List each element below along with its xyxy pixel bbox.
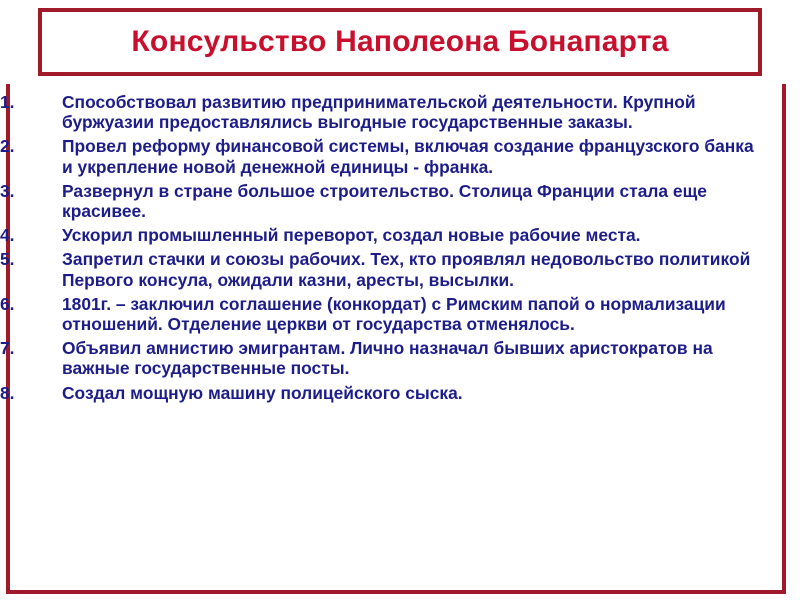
- item-text: Ускорил промышленный переворот, создал новые рабочие места.: [62, 225, 641, 246]
- title-box: [38, 8, 762, 76]
- item-number: 6.: [0, 293, 15, 314]
- item-text: Провел реформу финансовой системы, включая создание французского банка и укрепление новой денежной единицы - франка.: [62, 136, 754, 177]
- list-item: [0, 383, 790, 403]
- item-text: Запретил стачки и союзы рабочих. Тех, кто проявлял недовольство политикой Первого консула, ожидали казни, аресты, высылки.: [62, 249, 751, 290]
- list-item: [0, 338, 790, 378]
- achievement-list: [0, 92, 790, 407]
- item-number: 5.: [0, 249, 15, 270]
- list-item: [0, 249, 790, 289]
- item-text: Создал мощную машину полицейского сыска.: [62, 382, 463, 403]
- list-item: [0, 92, 790, 132]
- list-item: [0, 225, 790, 245]
- item-number: 4.: [0, 225, 15, 246]
- item-number: 2.: [0, 136, 15, 157]
- item-number: 3.: [0, 180, 15, 201]
- list-item: [0, 181, 790, 221]
- list-item: [0, 136, 790, 176]
- item-text: Способствовал развитию предпринимательской деятельности. Крупной буржуазии предоставлялись выгодные государственные заказы.: [62, 92, 696, 133]
- item-number: 7.: [0, 338, 15, 359]
- item-text: Объявил амнистию эмигрантам. Лично назначал бывших аристократов на важные государственные посты.: [62, 338, 713, 379]
- item-number: 1.: [0, 92, 15, 112]
- page-title: Консульство Наполеона Бонапарта: [131, 25, 669, 58]
- list-item: [0, 294, 790, 334]
- item-number: 8.: [0, 382, 15, 403]
- item-text: 1801г. – заключил соглашение (конкордат) с Римским папой о нормализации отношений. Отделение церкви от государства отменялось.: [62, 293, 726, 335]
- item-text: Развернул в стране большое строительство. Столица Франции стала еще красивее.: [62, 180, 707, 222]
